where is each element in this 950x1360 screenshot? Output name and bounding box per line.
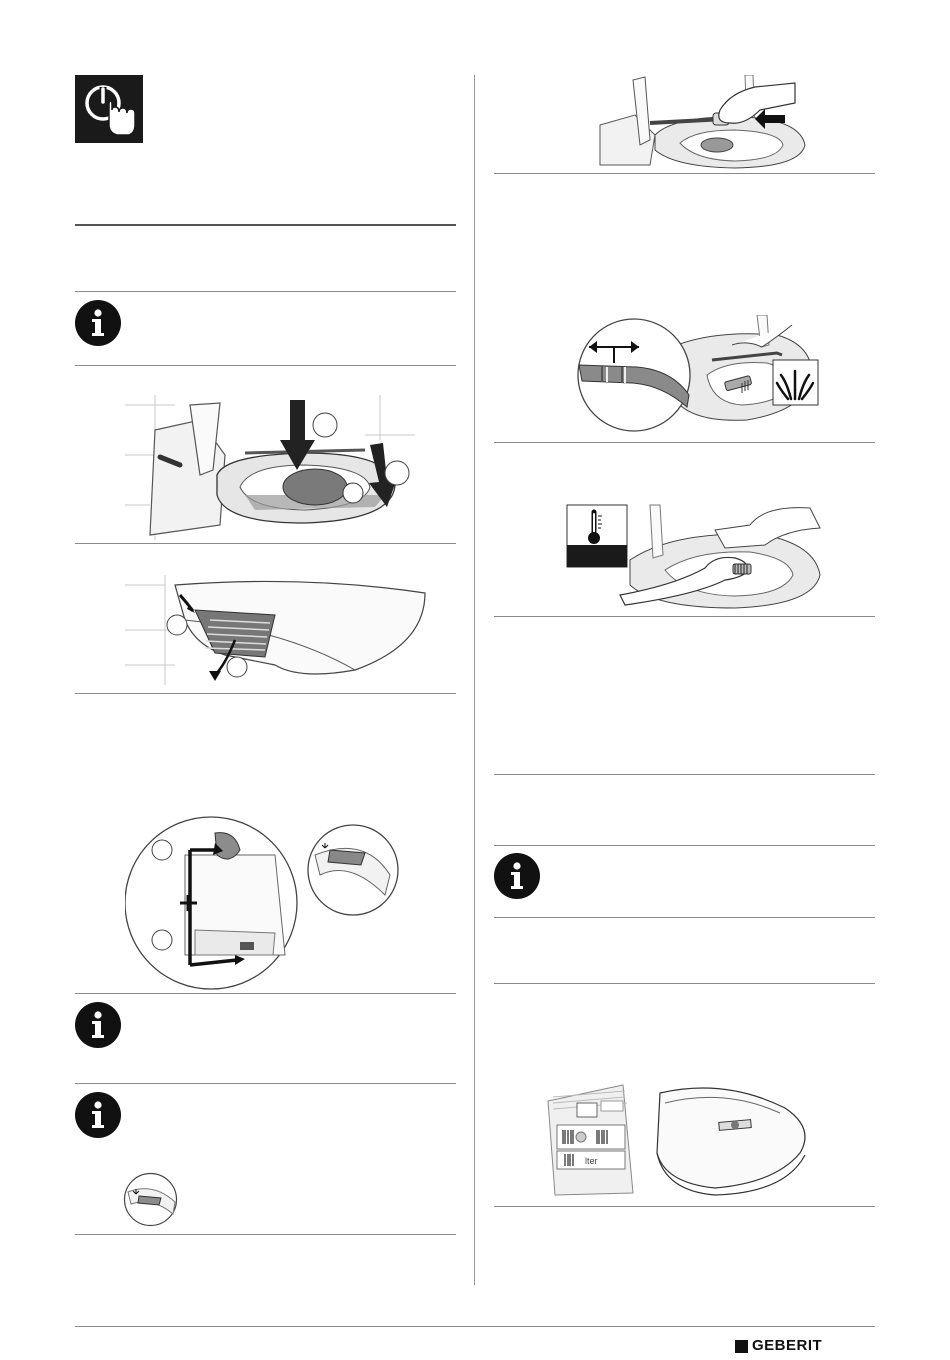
footer-rule bbox=[75, 1326, 875, 1327]
info-icon bbox=[75, 1092, 121, 1138]
section-rule bbox=[75, 693, 456, 694]
section-rule bbox=[494, 917, 875, 918]
section-rule bbox=[75, 365, 456, 366]
figure-spray-nozzle bbox=[577, 315, 825, 435]
info-icon bbox=[494, 853, 540, 899]
section-rule bbox=[494, 1206, 875, 1207]
section-rule bbox=[494, 845, 875, 846]
section-rule bbox=[75, 993, 456, 994]
figure-insert-seat bbox=[125, 395, 415, 540]
figure-pull-spray-arm bbox=[595, 75, 810, 170]
figure-clean-nozzle bbox=[565, 500, 825, 610]
section-rule bbox=[494, 442, 875, 443]
section-rule bbox=[75, 224, 456, 226]
figure-filter-detail bbox=[125, 815, 400, 995]
section-rule bbox=[494, 774, 875, 775]
info-icon bbox=[75, 1002, 121, 1048]
figure-label-sheet bbox=[545, 1083, 825, 1198]
figure-indicator-light bbox=[123, 1172, 178, 1227]
power-touch-icon bbox=[75, 75, 143, 143]
section-rule bbox=[75, 291, 456, 292]
section-rule bbox=[75, 543, 456, 544]
brand-logo bbox=[735, 1337, 822, 1355]
section-rule bbox=[75, 1234, 456, 1235]
section-rule bbox=[494, 173, 875, 174]
label-brand-fragment: lter bbox=[585, 1156, 598, 1166]
column-divider bbox=[474, 75, 475, 1285]
brand-name: GEBERIT bbox=[752, 1337, 823, 1354]
info-icon bbox=[75, 300, 121, 346]
section-rule bbox=[494, 983, 875, 984]
figure-remove-cover bbox=[125, 575, 435, 690]
section-rule bbox=[75, 1083, 456, 1084]
section-rule bbox=[494, 616, 875, 617]
logo-square-icon bbox=[735, 1340, 748, 1353]
